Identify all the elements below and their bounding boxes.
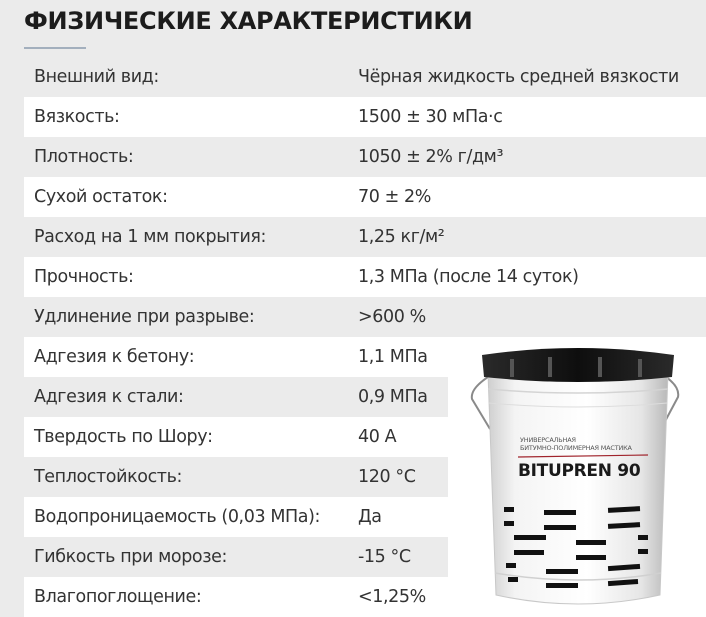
property-label: Гибкость при морозе: xyxy=(34,547,227,567)
property-label: Влагопоглощение: xyxy=(34,587,202,607)
property-label: Теплостойкость: xyxy=(34,467,182,487)
title-underline-divider xyxy=(24,47,86,49)
property-label: Адгезия к бетону: xyxy=(34,347,195,367)
property-row-strength xyxy=(24,257,706,297)
property-value: 70 ± 2% xyxy=(358,187,432,207)
property-value: -15 °C xyxy=(358,547,411,567)
property-value: Да xyxy=(358,507,382,527)
property-value: 1500 ± 30 мПа·с xyxy=(358,107,503,127)
property-row-adhesion-concrete xyxy=(24,337,448,377)
property-row-water-resistance xyxy=(24,497,448,537)
property-label: Удлинение при разрыве: xyxy=(34,307,255,327)
property-label: Водопроницаемость (0,03 МПа): xyxy=(34,507,321,527)
property-label: Плотность: xyxy=(34,147,134,167)
property-value: 1,25 кг/м² xyxy=(358,227,445,247)
property-label: Внешний вид: xyxy=(34,67,159,87)
property-row-density xyxy=(24,137,706,177)
bucket-product-name: BITUPREN 90 xyxy=(518,461,641,481)
property-label: Вязкость: xyxy=(34,107,120,127)
property-value: 120 °C xyxy=(358,467,416,487)
property-row-water-absorption xyxy=(24,577,448,617)
property-row-appearance xyxy=(24,57,706,97)
property-label: Сухой остаток: xyxy=(34,187,168,207)
section-title: ФИЗИЧЕСКИЕ ХАРАКТЕРИСТИКИ xyxy=(24,7,473,35)
property-row-elongation xyxy=(24,297,706,337)
property-value: >600 % xyxy=(358,307,426,327)
property-row-shore-hardness xyxy=(24,417,448,457)
property-label: Прочность: xyxy=(34,267,134,287)
property-value: <1,25% xyxy=(358,587,426,607)
property-row-consumption xyxy=(24,217,706,257)
property-value: 0,9 МПа xyxy=(358,387,428,407)
property-row-frost-flexibility xyxy=(24,537,448,577)
product-bucket-image xyxy=(448,337,706,617)
bucket-label-subtitle xyxy=(520,436,632,452)
bucket-label-line1: УНИВЕРСАЛЬНАЯ xyxy=(520,436,576,444)
property-row-heat-resistance xyxy=(24,457,448,497)
property-label: Твердость по Шору: xyxy=(34,427,213,447)
property-value: 1,1 МПа xyxy=(358,347,428,367)
property-label: Адгезия к стали: xyxy=(34,387,184,407)
property-value: 40 A xyxy=(358,427,397,447)
property-row-dry-residue xyxy=(24,177,706,217)
bucket-label-line2: БИТУМНО-ПОЛИМЕРНАЯ МАСТИКА xyxy=(520,444,632,452)
property-value: Чёрная жидкость средней вязкости xyxy=(358,67,679,87)
property-row-adhesion-steel xyxy=(24,377,448,417)
property-row-viscosity xyxy=(24,97,706,137)
property-value: 1050 ± 2% г/дм³ xyxy=(358,147,504,167)
property-label: Расход на 1 мм покрытия: xyxy=(34,227,267,247)
property-value: 1,3 МПа (после 14 суток) xyxy=(358,267,579,287)
